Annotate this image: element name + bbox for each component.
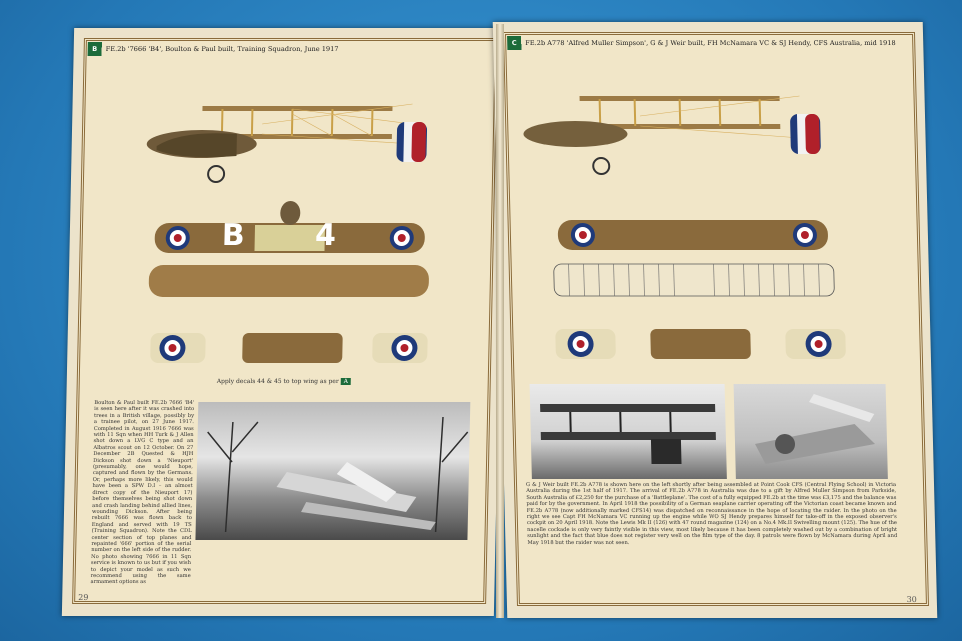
left-caption-text: Boulton & Paul built FE.2b 7666 'B4' is seen here after it was crashed into trees in a British village, possibly by a trainee pilot, on 27 June 1917. Completed in August 1916 7666 was with 11 Sqn when HH Turk & J Allen shot down a LVG C type and an Albatros scout on 12 October. On 27 December 2B Quested & HJH Dickson shot down a 'Nieuport' (presumably, one would hope, captured and flown by the Germans. Or, perhaps more likely, this would have been a SPW D.I – an almost direct copy of the Nieuport 17) before themselves being shot down and crash landing behind allied lines, wounding Dickson. After being rebuilt 7666 was flown back to England and served with 19 TS (Training Squadron). Note the CDL center section of top planes and repainted '666' portion of the serial number on the left side of the rudder. No photo showing 7666 in 11 Sqn service is known to us but if you wish to depict your model as such we recommend using the same armament options as [90,400,195,586]
right-page [493,22,938,618]
right-photo-caption [526,482,899,592]
fe2b-tailplane-right [550,324,851,384]
left-header-title: FE.2b '7666 'B4', Boulton & Paul built, Training Squadron, June 1917 [105,45,339,53]
apply-decals-note [217,378,351,385]
right-page-header [507,36,909,50]
fe2b-tailplane-left [141,328,432,398]
fe2b-side-view-right [519,56,852,176]
mcnamara-photo [734,384,888,479]
fe2b-side-view-left [141,64,474,184]
mcnamara-photo-scene [734,384,888,479]
crash-photo [195,402,470,540]
left-photo-caption [90,400,195,586]
point-cook-photo-scene [530,384,727,479]
left-page [62,28,506,616]
right-caption-text: G & J Weir built FE.2b A778 is shown here on the left shortly after being assembled at Point Cook CFS (Central Flying School) in Victoria Australia during the 1st half of 1917. The arrival of FE.2b A778 in Australia was due to a gift by Alfred Muller Simpson from Parkside, South Australia of £2,250 for the purchase of a 'Battleplane'. The cost of a fully equipped FE.2b at the time was £3,175 and the balance was paid for by the government. In April 1918 the possibility of a German seaplane carrier operating off the Victorian coast became known and FE.2b A778 (now additionally marked CFS14) was dispatched on reconnaissance in the hope of locating the raider. In the photo on the right we see Capt FH McNamara VC running up the engine while WO SJ Hendy prepares himself for take-off in the exposed observer's cockpit on 20 April 1918. Note the Lewis Mk II (126) with 47 round magazine (124) on a No.4 Mk.II Swivelling mount (125). The hue of the nacelle cockade is only very faintly visible in this view, most likely because it has been completely washed out by a combination of bright sunlight and the fact that blue does not register very well on the film type of the day. 8 patrols were flown by McNamara during April and May 1918 but the raider was not seen. [525,482,898,546]
left-page-header [88,42,492,56]
right-header-title: FE.2b A778 'Alfred Muller Simpson', G & J Weir built, FH McNamara VC & SJ Hendy, CFS Australia, mid 1918 [525,39,896,47]
right-header-tag: C [511,39,517,47]
apply-decals-text: Apply decals 44 & 45 to top wing as per [216,378,339,385]
book-spine [496,24,504,618]
aircraft-code-marking: B 4 [221,218,337,253]
right-page-number: 30 [906,595,917,604]
left-page-number: 29 [78,593,89,602]
crash-photo-scene [195,402,470,540]
fe2b-top-view-right [542,212,845,322]
apply-decals-tag: A [341,378,351,385]
left-header-tag: B [92,45,98,53]
point-cook-photo [530,384,727,479]
